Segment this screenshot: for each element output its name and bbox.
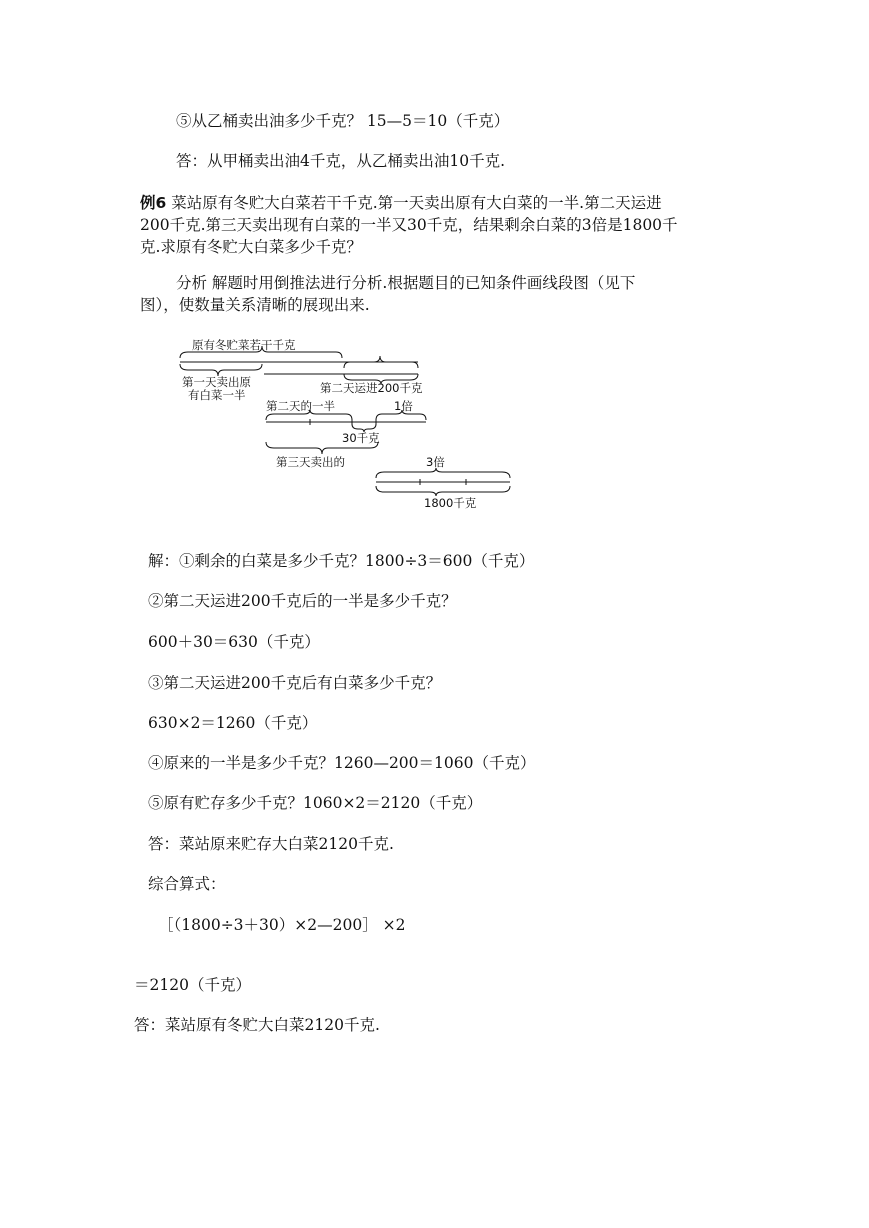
solution-step-3-calc: 630×2＝1260（千克） (148, 714, 318, 732)
solution-answer: 答：菜站原来贮存大白菜2120千克. (148, 835, 394, 853)
answer-prev: 答：从甲桶卖出油4千克，从乙桶卖出油10千克. (176, 152, 506, 170)
step-5-prev: ⑤从乙桶卖出油多少千克？ 15—5＝10（千克） (176, 112, 510, 130)
solution-step-4: ④原来的一半是多少千克？1260—200＝1060（千克） (148, 754, 536, 772)
label-day2-in: 第二天运进200千克 (320, 381, 423, 395)
label-total: 1800千克 (424, 496, 477, 510)
example-label: 例6 (140, 194, 167, 212)
example-6-line-2: 200千克.第三天卖出现有白菜的一半又30千克，结果剩余白菜的3倍是1800千 (140, 216, 678, 234)
example-6-line-3: 克.求原有冬贮大白菜多少千克？ (140, 238, 362, 256)
label-day3: 第三天卖出的 (276, 455, 345, 469)
final-answer: 答：菜站原有冬贮大白菜2120千克. (134, 1016, 380, 1034)
analysis-line-1: 分析 解题时用倒推法进行分析.根据题目的已知条件画线段图（见下 (176, 274, 636, 292)
combined-label: 综合算式： (148, 875, 226, 893)
solution-step-2: ②第二天运进200千克后的一半是多少千克？ (148, 592, 457, 610)
example-6-line-1 (140, 192, 662, 214)
solution-step-1: 解：①剩余的白菜是多少千克？1800÷3＝600（千克） (148, 552, 535, 570)
brace-total (376, 486, 510, 496)
solution-step-5: ⑤原有贮存多少千克？1060×2＝2120（千克） (148, 794, 483, 812)
label-day1-b: 有白菜一半 (188, 388, 246, 402)
label-thirty: 30千克 (342, 431, 380, 445)
brace-three-times (376, 468, 510, 478)
label-original: 原有冬贮菜若干千克 (192, 338, 296, 352)
example-text-1: 菜站原有冬贮大白菜若干千克.第一天卖出原有大白菜的一半.第二天运进 (171, 194, 662, 212)
line-segment-diagram (170, 334, 530, 514)
label-day2-half: 第二天的一半 (266, 399, 335, 413)
solution-step-2-calc: 600＋30＝630（千克） (148, 633, 320, 651)
label-one-times: 1倍 (394, 399, 413, 413)
solution-step-3: ③第二天运进200千克后有白菜多少千克？ (148, 674, 442, 692)
label-day1-a: 第一天卖出原 (182, 375, 251, 389)
combined-result: ＝2120（千克） (134, 976, 251, 994)
label-three-times: 3倍 (426, 455, 445, 469)
combined-expression: ［（1800÷3＋30）×2—200］ ×2 (158, 916, 406, 934)
analysis-line-2: 图），使数量关系清晰的展现出来. (140, 296, 370, 314)
